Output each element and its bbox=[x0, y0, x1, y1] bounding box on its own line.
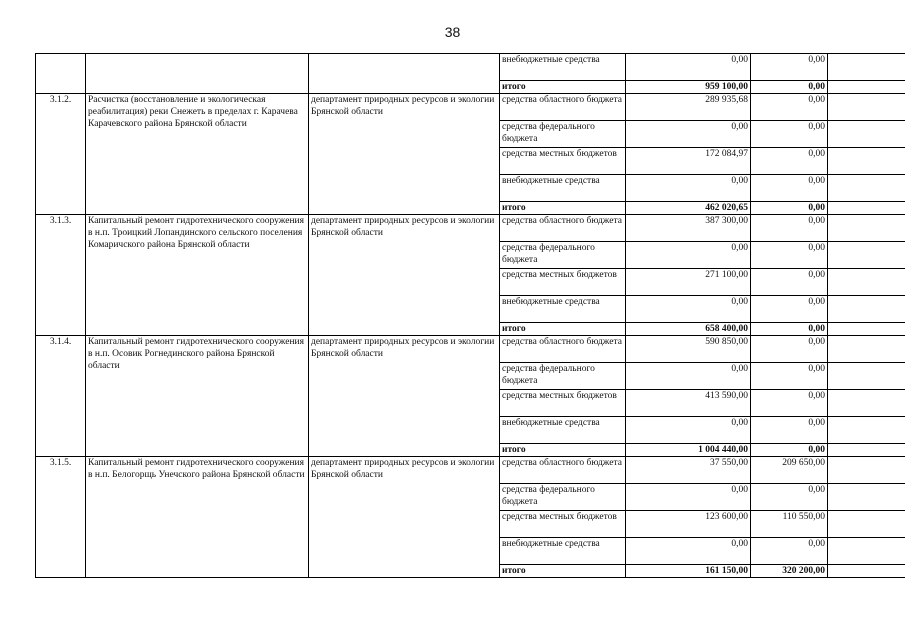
cell-value-2: 0,00 bbox=[751, 269, 828, 296]
cell-value-1: 172 084,97 bbox=[626, 148, 751, 175]
item-number: 3.1.4. bbox=[36, 336, 86, 457]
cell-empty bbox=[828, 336, 905, 363]
cell-value-2: 0,00 bbox=[751, 242, 828, 269]
cell-source: внебюджетные средства bbox=[500, 296, 626, 323]
cell-value-1: 658 400,00 bbox=[626, 323, 751, 336]
item-title: Расчистка (восстановление и экологическая реабилитация) реки Снежеть в пределах г. Карачева Карачевского района Брянской области bbox=[86, 94, 309, 215]
cell-value-1: 590 850,00 bbox=[626, 336, 751, 363]
cell-source: внебюджетные средства bbox=[500, 538, 626, 565]
cell-value-1: 271 100,00 bbox=[626, 269, 751, 296]
cell-value-1: 413 590,00 bbox=[626, 390, 751, 417]
cell-value-1: 0,00 bbox=[626, 363, 751, 390]
cell-empty bbox=[828, 148, 905, 175]
cell-empty bbox=[828, 538, 905, 565]
cell-empty bbox=[828, 54, 905, 81]
cell-value-2: 0,00 bbox=[751, 202, 828, 215]
cell-source: итого bbox=[500, 565, 626, 578]
cell-value-2: 0,00 bbox=[751, 94, 828, 121]
cell-source: итого bbox=[500, 444, 626, 457]
cell-source: средства местных бюджетов bbox=[500, 269, 626, 296]
cell-title bbox=[86, 54, 309, 94]
cell-empty bbox=[828, 565, 905, 578]
cell-source: средства местных бюджетов bbox=[500, 148, 626, 175]
cell-value-1: 0,00 bbox=[626, 175, 751, 202]
cell-value-2: 0,00 bbox=[751, 215, 828, 242]
cell-empty bbox=[828, 242, 905, 269]
cell-source: средства федерального бюджета bbox=[500, 484, 626, 511]
cell-empty bbox=[828, 215, 905, 242]
financing-table bbox=[35, 53, 905, 578]
cell-value-2: 110 550,00 bbox=[751, 511, 828, 538]
cell-value-2: 320 200,00 bbox=[751, 565, 828, 578]
cell-value-1: 0,00 bbox=[626, 417, 751, 444]
item-executor: департамент природных ресурсов и экологии Брянской области bbox=[309, 336, 500, 457]
cell-value-1: 0,00 bbox=[626, 538, 751, 565]
cell-value-2: 0,00 bbox=[751, 148, 828, 175]
item-title: Капитальный ремонт гидротехнического сооружения в н.п. Троицкий Лопандинского сельского поселения Комаричского района Брянской области bbox=[86, 215, 309, 336]
cell-value-1: 1 004 440,00 bbox=[626, 444, 751, 457]
cell-value-1: 0,00 bbox=[626, 242, 751, 269]
cell-value-2: 0,00 bbox=[751, 81, 828, 94]
item-number: 3.1.3. bbox=[36, 215, 86, 336]
cell-value-2: 0,00 bbox=[751, 336, 828, 363]
cell-source: средства областного бюджета bbox=[500, 94, 626, 121]
cell-value-2: 0,00 bbox=[751, 390, 828, 417]
cell-empty bbox=[828, 484, 905, 511]
cell-source: средства местных бюджетов bbox=[500, 511, 626, 538]
cell-value-1: 37 550,00 bbox=[626, 457, 751, 484]
cell-value-2: 0,00 bbox=[751, 296, 828, 323]
cell-empty bbox=[828, 121, 905, 148]
cell-empty bbox=[828, 269, 905, 296]
cell-empty bbox=[828, 363, 905, 390]
cell-empty bbox=[828, 457, 905, 484]
cell-empty bbox=[828, 444, 905, 457]
cell-source: средства областного бюджета bbox=[500, 215, 626, 242]
cell-value-1: 959 100,00 bbox=[626, 81, 751, 94]
cell-value-2: 0,00 bbox=[751, 121, 828, 148]
cell-value-2: 0,00 bbox=[751, 363, 828, 390]
item-executor: департамент природных ресурсов и экологии Брянской области bbox=[309, 94, 500, 215]
cell-source: итого bbox=[500, 202, 626, 215]
cell-source: внебюджетные средства bbox=[500, 417, 626, 444]
cell-empty bbox=[828, 94, 905, 121]
item-executor: департамент природных ресурсов и экологии Брянской области bbox=[309, 457, 500, 578]
item-executor: департамент природных ресурсов и экологии Брянской области bbox=[309, 215, 500, 336]
item-title: Капитальный ремонт гидротехнического сооружения в н.п. Белогорщь Унечского района Брянской области bbox=[86, 457, 309, 578]
table-row bbox=[36, 215, 905, 242]
item-title: Капитальный ремонт гидротехнического сооружения в н.п. Осовик Рогнединского района Брянской области bbox=[86, 336, 309, 457]
cell-source: средства федерального бюджета bbox=[500, 363, 626, 390]
cell-empty bbox=[828, 390, 905, 417]
table-row bbox=[36, 457, 905, 484]
item-number: 3.1.5. bbox=[36, 457, 86, 578]
cell-empty bbox=[828, 81, 905, 94]
cell-value-1: 0,00 bbox=[626, 54, 751, 81]
cell-source: итого bbox=[500, 81, 626, 94]
cell-value-1: 0,00 bbox=[626, 296, 751, 323]
cell-source: средства федерального бюджета bbox=[500, 121, 626, 148]
cell-empty bbox=[828, 323, 905, 336]
cell-value-2: 0,00 bbox=[751, 54, 828, 81]
cell-value-1: 289 935,68 bbox=[626, 94, 751, 121]
table-row bbox=[36, 94, 905, 121]
cell-empty bbox=[828, 202, 905, 215]
cell-value-2: 0,00 bbox=[751, 175, 828, 202]
cell-value-1: 0,00 bbox=[626, 121, 751, 148]
cell-empty bbox=[828, 417, 905, 444]
cell-value-1: 123 600,00 bbox=[626, 511, 751, 538]
cell-source: средства областного бюджета bbox=[500, 457, 626, 484]
cell-value-2: 0,00 bbox=[751, 417, 828, 444]
cell-empty bbox=[828, 296, 905, 323]
cell-empty bbox=[828, 175, 905, 202]
page-number: 38 bbox=[444, 24, 461, 40]
table-row bbox=[36, 336, 905, 363]
cell-value-2: 0,00 bbox=[751, 323, 828, 336]
cell-value-2: 0,00 bbox=[751, 444, 828, 457]
cell-empty bbox=[828, 511, 905, 538]
cell-value-2: 209 650,00 bbox=[751, 457, 828, 484]
cell-value-1: 0,00 bbox=[626, 484, 751, 511]
cell-source: внебюджетные средства bbox=[500, 175, 626, 202]
cell-source: средства областного бюджета bbox=[500, 336, 626, 363]
cell-executor bbox=[309, 54, 500, 94]
cell-value-1: 387 300,00 bbox=[626, 215, 751, 242]
cell-source: средства федерального бюджета bbox=[500, 242, 626, 269]
cell-value-2: 0,00 bbox=[751, 484, 828, 511]
cell-num bbox=[36, 54, 86, 94]
cell-source: итого bbox=[500, 323, 626, 336]
cell-source: внебюджетные средства bbox=[500, 54, 626, 81]
cell-value-2: 0,00 bbox=[751, 538, 828, 565]
cell-value-1: 161 150,00 bbox=[626, 565, 751, 578]
item-number: 3.1.2. bbox=[36, 94, 86, 215]
cell-source: средства местных бюджетов bbox=[500, 390, 626, 417]
cell-value-1: 462 020,65 bbox=[626, 202, 751, 215]
table-row bbox=[36, 54, 905, 81]
